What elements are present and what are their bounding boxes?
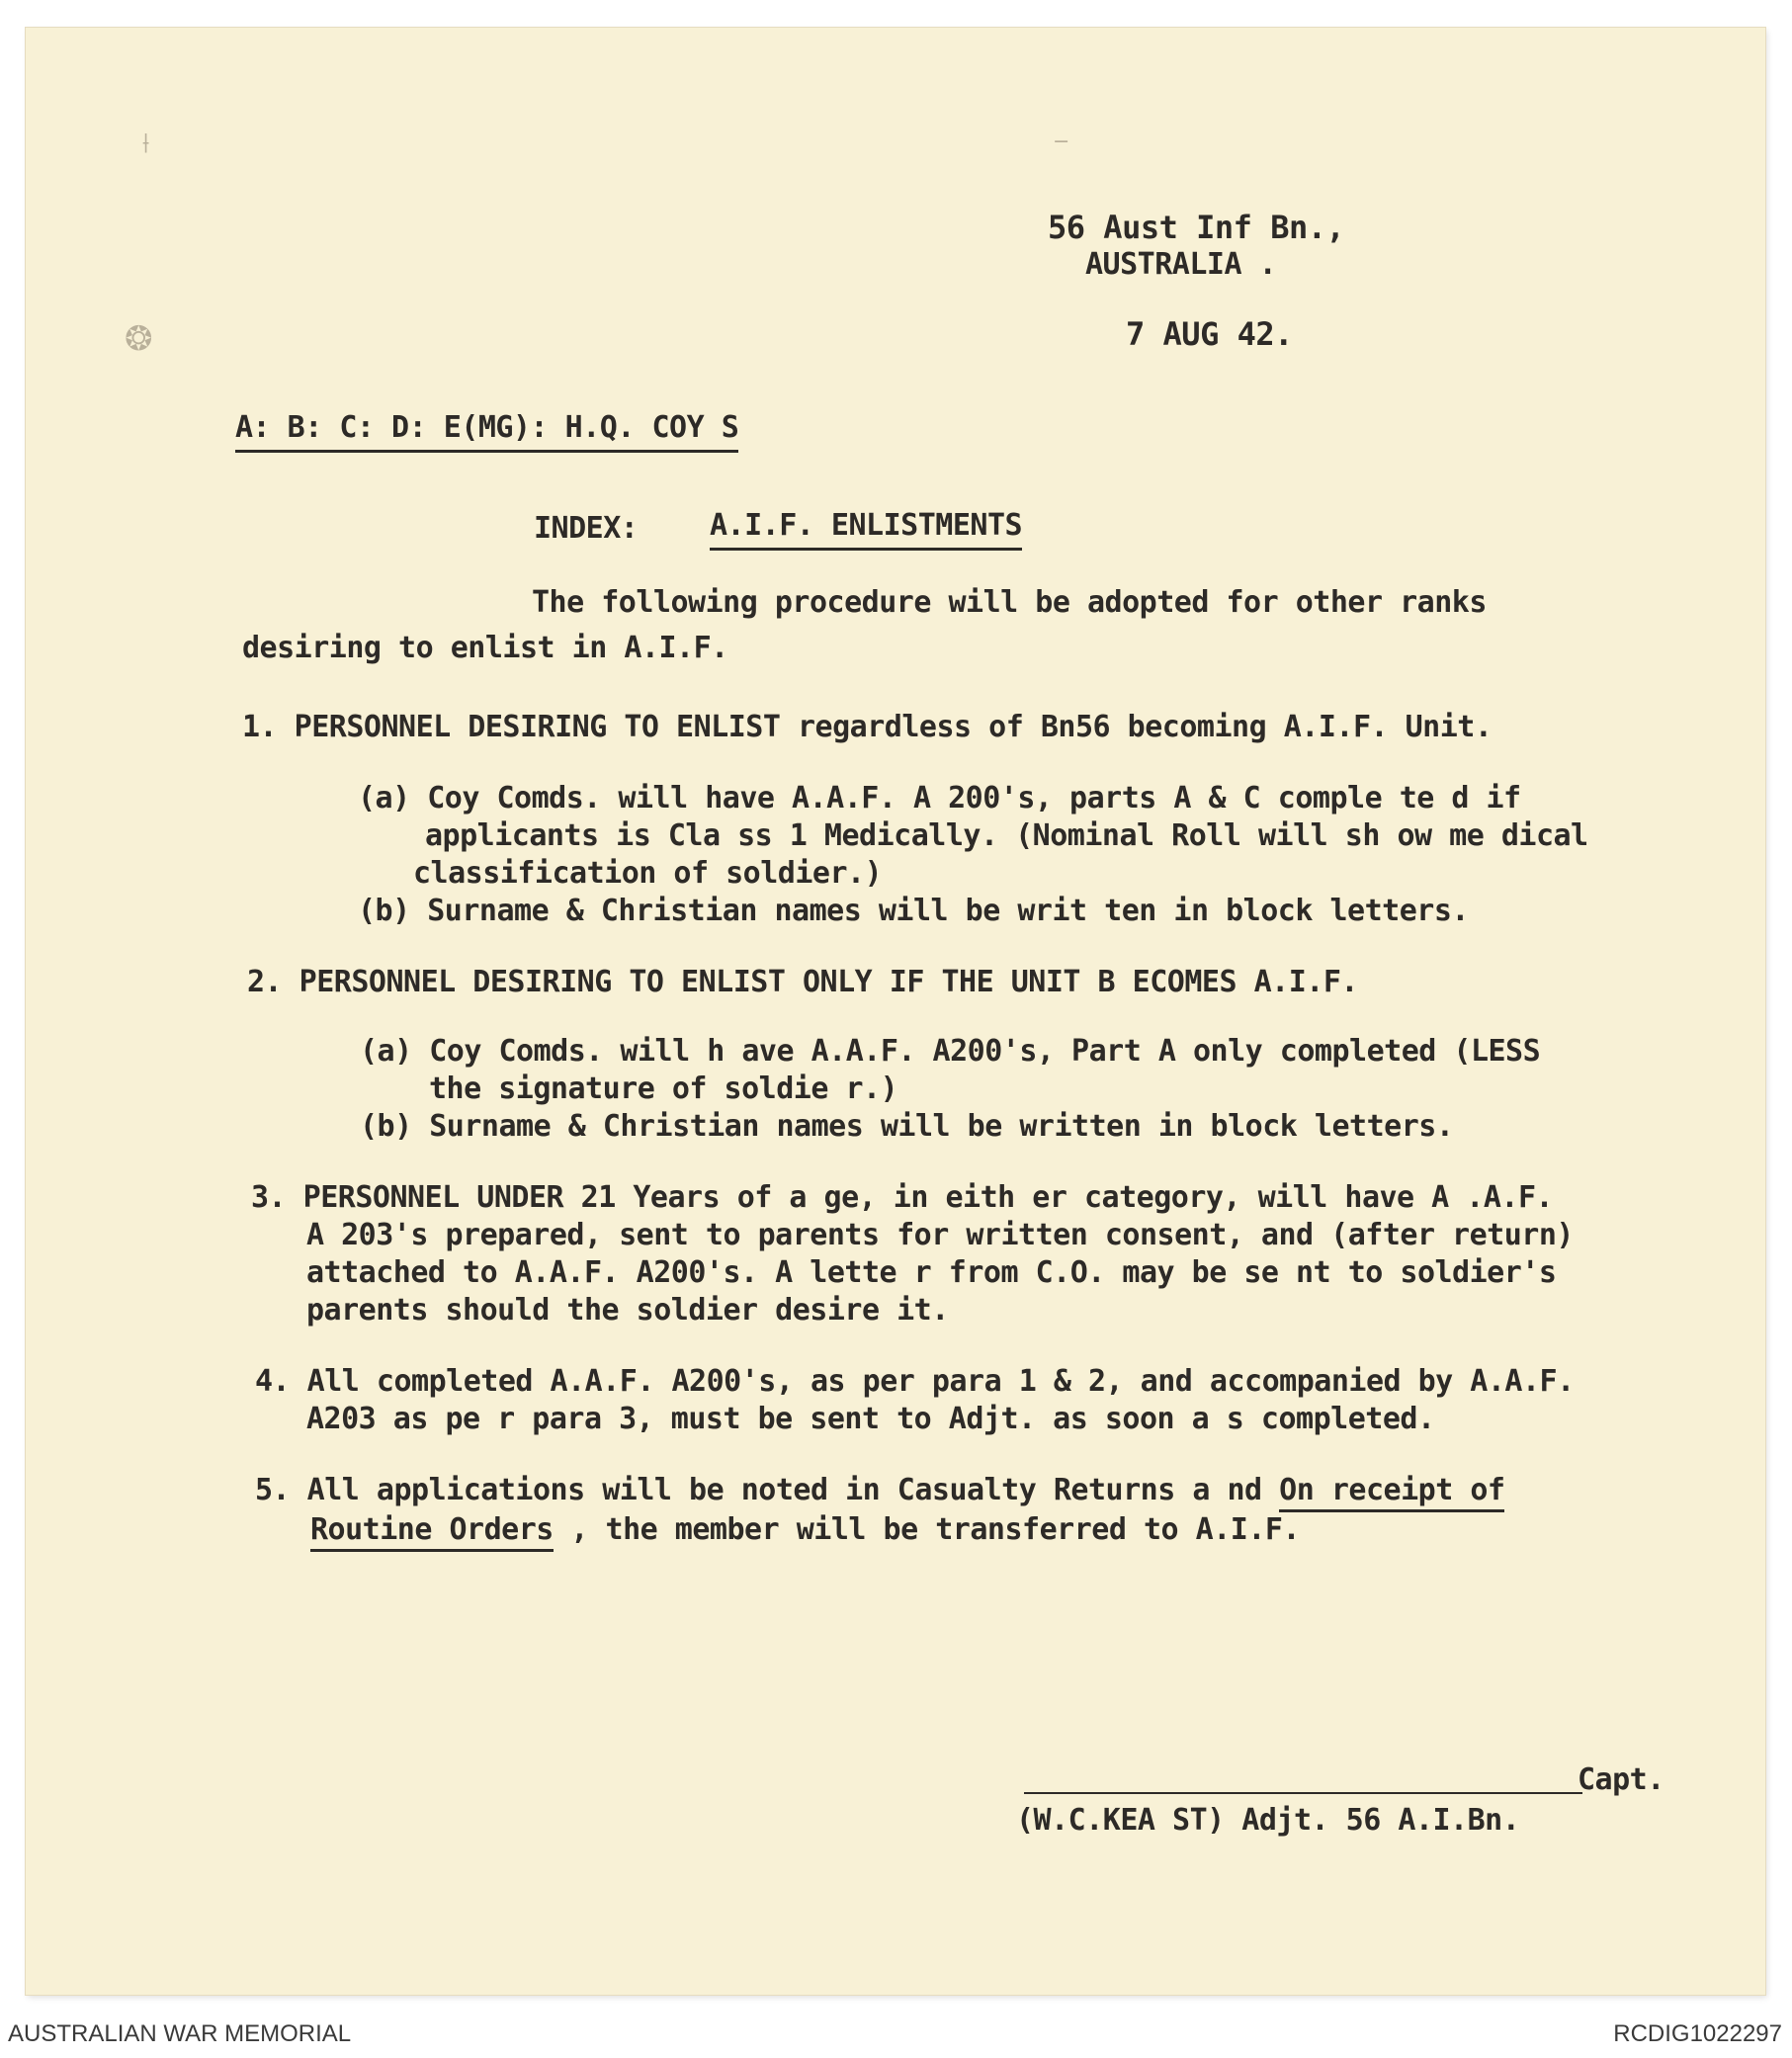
subject-label: INDEX:	[534, 511, 639, 546]
unit-name: 56 Aust Inf Bn.,	[1048, 209, 1345, 246]
signature-line	[1024, 1792, 1582, 1794]
para5-line-1	[255, 1471, 1504, 1510]
para1-b: (b) Surname & Christian names will be writ ten in block letters.	[358, 894, 1469, 928]
para3-line-3: attached to A.A.F. A200's. A lette r from C.O. may be se nt to soldier's	[306, 1255, 1557, 1290]
paper-mark: ‒	[1054, 127, 1069, 154]
signature-name: (W.C.KEA ST) Adjt. 56 A.I.Bn.	[1016, 1803, 1520, 1838]
document-page	[26, 28, 1765, 1995]
para5-underlined-1: On receipt of	[1279, 1473, 1504, 1512]
para3-line-1: 3. PERSONNEL UNDER 21 Years of a ge, in eith er category, will have A .A.F.	[251, 1180, 1554, 1215]
country: AUSTRALIA .	[1085, 247, 1277, 282]
intro-line-1: The following procedure will be adopted for other ranks	[532, 585, 1487, 620]
para5-text-2: , the member will be transferred to A.I.F.	[553, 1512, 1301, 1547]
para1-a-line-3: classification of soldier.)	[413, 856, 883, 891]
para4-line-2: A203 as pe r para 3, must be sent to Adjt. as soon a s completed.	[306, 1402, 1435, 1436]
para1-a-line-1: (a) Coy Comds. will have A.A.F. A 200's, parts A & C comple te d if	[358, 781, 1521, 815]
para5-text-1: 5. All applications will be noted in Casualty Returns a nd	[255, 1473, 1280, 1507]
para4-line-1: 4. All completed A.A.F. A200's, as per para 1 & 2, and accompanied by A.A.F.	[255, 1364, 1575, 1399]
para5-underlined-2: Routine Orders	[310, 1512, 554, 1552]
paper-mark: ❂	[125, 319, 153, 359]
footer-left: AUSTRALIAN WAR MEMORIAL	[8, 2020, 352, 2047]
para1-a-line-2: applicants is Cla ss 1 Medically. (Nominal Roll will sh ow me dical	[425, 818, 1588, 853]
paper-mark: ⟊	[142, 127, 150, 159]
subject-title: A.I.F. ENLISTMENTS	[710, 506, 1022, 551]
addressees: A: B: C: D: E(MG): H.Q. COY S	[235, 408, 738, 453]
date: 7 AUG 42.	[1126, 315, 1293, 353]
para3-line-4: parents should the soldier desire it.	[306, 1293, 949, 1328]
para1-heading: 1. PERSONNEL DESIRING TO ENLIST regardless of Bn56 becoming A.I.F. Unit.	[242, 710, 1493, 744]
para2-a-line-1: (a) Coy Comds. will h ave A.A.F. A200's, Part A only completed (LESS	[360, 1034, 1541, 1069]
para2-a-line-2: the signature of soldie r.)	[429, 1072, 898, 1106]
signature-rank: Capt.	[1578, 1762, 1664, 1797]
para5-line-2	[310, 1510, 1300, 1550]
para3-line-2: A 203's prepared, sent to parents for written consent, and (after return)	[306, 1218, 1574, 1252]
intro-line-2: desiring to enlist in A.I.F.	[242, 631, 728, 665]
para2-heading: 2. PERSONNEL DESIRING TO ENLIST ONLY IF THE UNIT B ECOMES A.I.F.	[247, 965, 1358, 999]
para2-b: (b) Surname & Christian names will be written in block letters.	[360, 1109, 1454, 1144]
footer-right: RCDIG1022297	[1613, 2020, 1782, 2047]
